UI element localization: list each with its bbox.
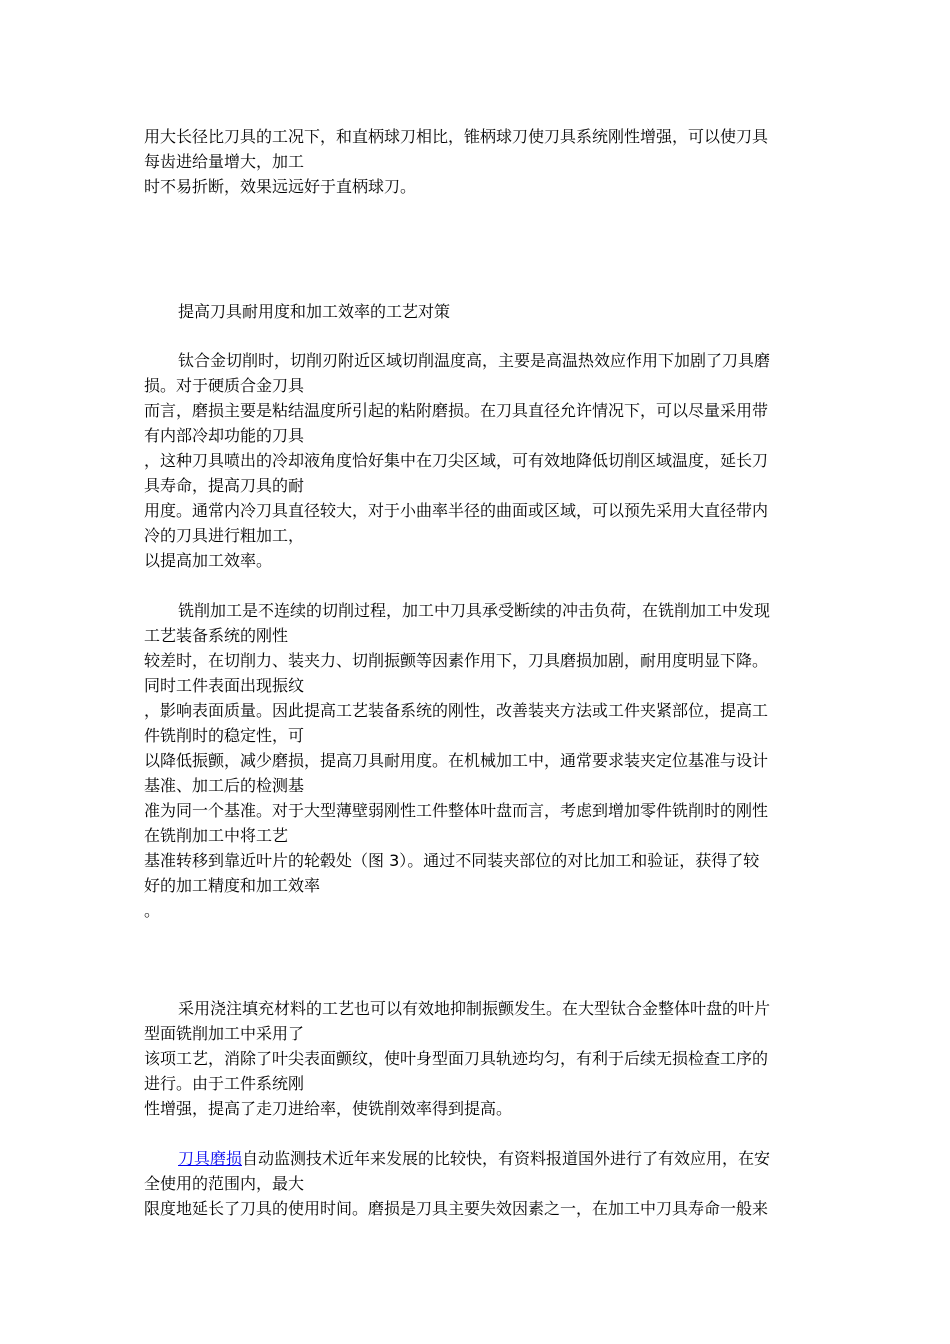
text-line bbox=[178, 1148, 814, 1170]
text-line: 工艺装备系统的刚性 bbox=[144, 626, 289, 645]
text-line: ，这种刀具喷出的冷却液角度恰好集中在刀尖区域，可有效地降低切削区域温度，延长刀 bbox=[144, 451, 769, 470]
text-line: 以提高加工效率。 bbox=[144, 551, 273, 570]
text-line: 冷的刀具进行粗加工， bbox=[144, 526, 305, 545]
text-line: 有内部冷却功能的刀具 bbox=[144, 426, 305, 445]
text-line: 以降低振颤，减少磨损，提高刀具耐用度。在机械加工中，通常要求装夹定位基准与设计 bbox=[144, 751, 769, 770]
text-line: 铣削加工是不连续的切削过程，加工中刀具承受断续的冲击负荷，在铣削加工中发现 bbox=[178, 601, 771, 620]
text-line: 具寿命，提高刀具的耐 bbox=[144, 476, 305, 495]
text-line: 而言，磨损主要是粘结温度所引起的粘附磨损。在刀具直径允许情况下，可以尽量采用带 bbox=[144, 401, 769, 420]
text-line: 用大长径比刀具的工况下，和直柄球刀相比，锥柄球刀使刀具系统刚性增强，可以使刀具 bbox=[144, 127, 769, 146]
text-line: 时不易折断，效果远远好于直柄球刀。 bbox=[144, 177, 417, 196]
text-line: 件铣削时的稳定性，可 bbox=[144, 726, 305, 745]
text-line: 限度地延长了刀具的使用时间。磨损是刀具主要失效因素之一，在加工中刀具寿命一般来 bbox=[144, 1199, 769, 1218]
text-line: 钛合金切削时，切削刃附近区域切削温度高，主要是高温热效应作用下加剧了刀具磨 bbox=[178, 351, 771, 370]
text-line: 好的加工精度和加工效率 bbox=[144, 876, 321, 895]
text-line: 准为同一个基准。对于大型薄壁弱刚性工件整体叶盘而言，考虑到增加零件铣削时的刚性 bbox=[144, 801, 769, 820]
text-line: 在铣削加工中将工艺 bbox=[144, 826, 289, 845]
text-line: 损。对于硬质合金刀具 bbox=[144, 376, 305, 395]
text-line: 该项工艺，消除了叶尖表面颤纹，使叶身型面刀具轨迹均匀，有利于后续无损检查工序的 bbox=[144, 1049, 769, 1068]
text-line: 基准转移到靠近叶片的轮毂处（图 3）。通过不同装夹部位的对比加工和验证，获得了较 bbox=[144, 851, 760, 870]
text-line: 型面铣削加工中采用了 bbox=[144, 1024, 305, 1043]
text-line: 性增强，提高了走刀进给率，使铣削效率得到提高。 bbox=[144, 1099, 513, 1118]
tool-wear-link[interactable]: 刀具磨损 bbox=[178, 1149, 243, 1168]
section-heading: 提高刀具耐用度和加工效率的工艺对策 bbox=[178, 302, 451, 321]
text-line: 全使用的范围内，最大 bbox=[144, 1174, 305, 1193]
text-line: 同时工件表面出现振纹 bbox=[144, 676, 305, 695]
text-span: 自动监测技术近年来发展的比较快，有资料报道国外进行了有效应用，在安 bbox=[242, 1149, 771, 1168]
text-line: 采用浇注填充材料的工艺也可以有效地抑制振颤发生。在大型钛合金整体叶盘的叶片 bbox=[178, 999, 771, 1018]
text-line: 进行。由于工件系统刚 bbox=[144, 1074, 305, 1093]
text-line: 用度。通常内冷刀具直径较大，对于小曲率半径的曲面或区域，可以预先采用大直径带内 bbox=[144, 501, 769, 520]
text-line: 每齿进给量增大，加工 bbox=[144, 152, 305, 171]
text-line: 较差时，在切削力、装夹力、切削振颤等因素作用下，刀具磨损加剧，耐用度明显下降。 bbox=[144, 651, 769, 670]
text-line: 。 bbox=[144, 901, 161, 920]
text-line: 基准、加工后的检测基 bbox=[144, 776, 305, 795]
text-line: ，影响表面质量。因此提高工艺装备系统的刚性，改善装夹方法或工件夹紧部位，提高工 bbox=[144, 701, 769, 720]
